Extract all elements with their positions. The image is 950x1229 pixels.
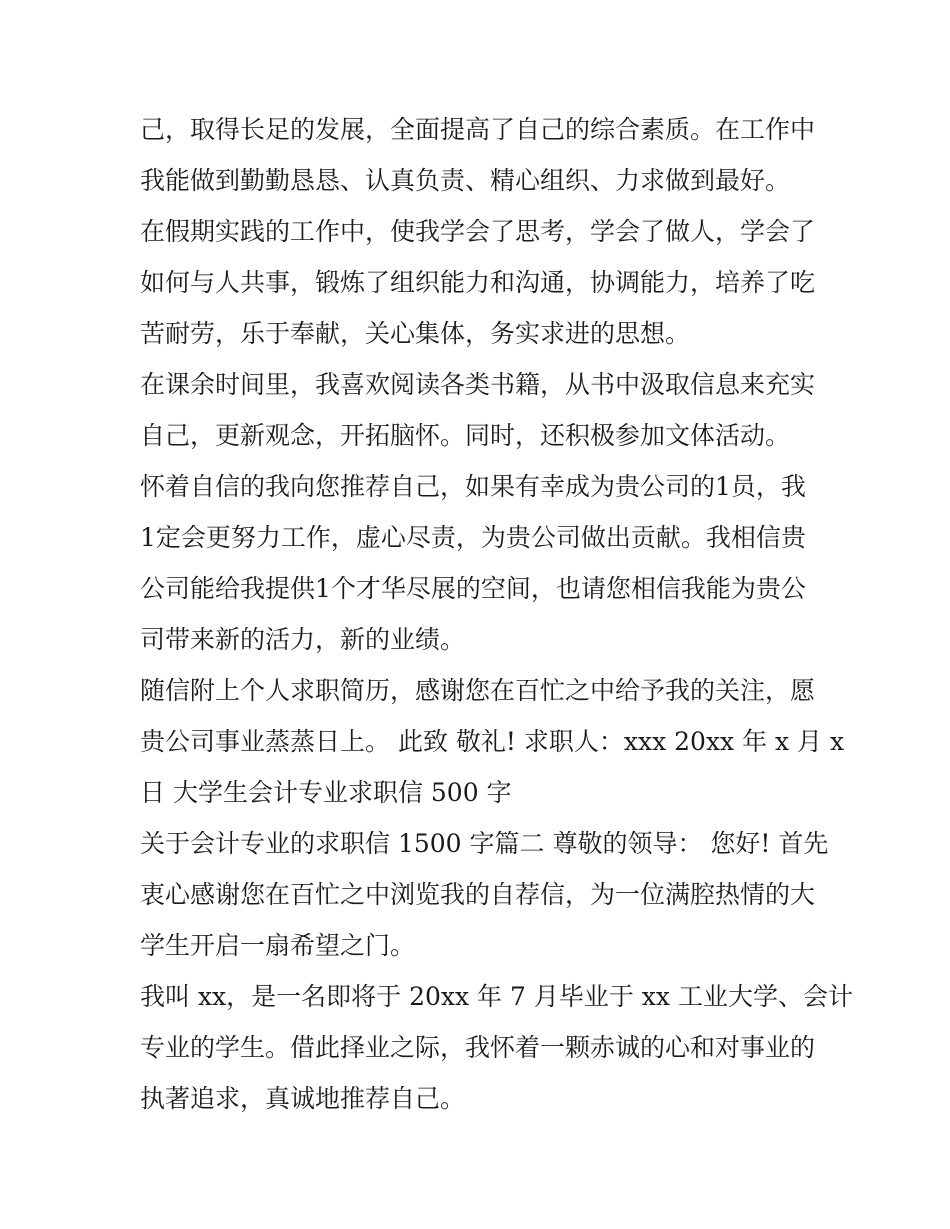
text-line: 如何与人共事，锻炼了组织能力和沟通，协调能力，培养了吃 [140,268,816,297]
paragraph [140,461,820,665]
text-line: 关于会计专业的求职信 1500 字篇二 尊敬的领导： 您好! 首先 [140,829,829,858]
text-line: 自己，更新观念，开拓脑怀。同时，还积极参加文体活动。 [140,421,791,450]
text-line: 在假期实践的工作中，使我学会了思考，学会了做人，学会了 [140,217,816,246]
text-line: 执著追求，真诚地推荐自己。 [140,1084,466,1113]
text-line: 公司能给我提供1个才华尽展的空间，也请您相信我能为贵公 [140,574,806,603]
text-line: 在课余时间里，我喜欢阅读各类书籍，从书中汲取信息来充实 [140,370,816,399]
paragraph [140,971,853,1124]
text-line: 专业的学生。借此择业之际，我怀着一颗赤诚的心和对事业的 [140,1033,816,1062]
text-line: 衷心感谢您在百忙之中浏览我的自荐信，为一位满腔热情的大 [140,880,816,909]
text-line: 学生开启一扇希望之门。 [140,931,416,960]
text-line: 己，取得长足的发展，全面提高了自己的综合素质。在工作中 [140,115,816,144]
paragraph [140,665,845,818]
paragraph [140,359,820,461]
paragraph [140,818,829,971]
paragraph [140,104,820,206]
text-line: 随信附上个人求职简历，感谢您在百忙之中给予我的关注，愿 [140,676,816,705]
text-line: 苦耐劳，乐于奉献，关心集体，务实求进的思想。 [140,319,691,348]
text-line: 1定会更努力工作，虚心尽责，为贵公司做出贡献。我相信贵 [140,523,806,552]
text-line: 我能做到勤勤恳恳、认真负责、精心组织、力求做到最好。 [140,166,791,195]
document-body [140,104,853,1124]
text-line: 我叫 xx，是一名即将于 20xx 年 7 月毕业于 xx 工业大学、会计 [140,982,853,1011]
text-line: 日 大学生会计专业求职信 500 字 [140,778,512,807]
text-line: 贵公司事业蒸蒸日上。 此致 敬礼! 求职人：xxx 20xx 年 x 月 x [140,727,845,756]
text-line: 司带来新的活力，新的业绩。 [140,625,466,654]
paragraph [140,206,820,359]
text-line: 怀着自信的我向您推荐自己，如果有幸成为贵公司的1员，我 [140,472,806,501]
